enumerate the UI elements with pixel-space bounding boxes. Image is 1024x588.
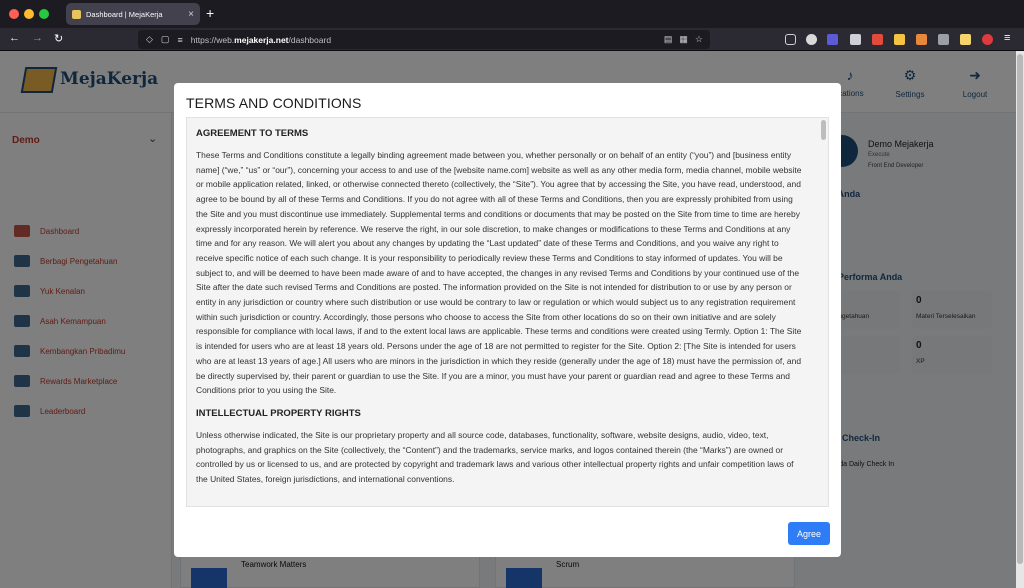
reader-view-icon[interactable]: ▤: [663, 34, 673, 44]
terms-scroll-area[interactable]: [186, 117, 829, 507]
forward-icon[interactable]: →: [32, 32, 43, 44]
minimize-window-button[interactable]: [24, 9, 34, 19]
section-text: These Terms and Conditions constitute a legally binding agreement made between you, whether personally or on behalf of an entity (“you”) and [business entity name] (“we,” “us” or “our”), concerning your access to and use of the [website name.com] website as well as any other media form, media channel, mobile website or mobile application related, linked, or otherwise connected thereto (collectively, the “Site”). You agree that by accessing the Site, you have read, understood, and agree to be bound by all of these Terms and Conditions. If you do not agree with all of these Terms and Conditions, then you are expressly prohibited from using the Site and you must discontinue use immediately. Supplemental terms and conditions or documents that may be posted on the Site from time to time are hereby expressly incorporated herein by reference. We reserve the right, in our sole discretion, to make changes or modifications to these Terms and Conditions at any time and for any reason. We will alert you about any changes by updating the “Last updated” date of these Terms and Conditions, and you waive any right to receive specific notice of each such change. It is your responsibility to periodically review these Terms and Conditions to stay informed of updates. You will be subject to, and will be deemed to have been made aware of and to have accepted, the changes in any revised Terms and Conditions by your continued use of the Site after the date such revised Terms and Conditions are posted. The information provided on the Site is not intended for distribution to or use by any person or entity in any jurisdiction or country where such distribution or use would be contrary to law or regulation or which would subject us to any registration requirement within such jurisdiction or country. Accordingly, those persons who choose to access the Site from other locations do so on their own initiative and are solely responsible for compliance with local laws, if and to the extent local laws are applicable. These terms and conditions were created using Termly. Option 1: The Site is intended for users who are at least 18 years old. Persons under the age of 18 are not permitted to register for the Site. Option 2: [The Site is intended for users who are at least 13 years of age.] All users who are minors in the jurisdiction in which they reside (generally under the age of 18) must have the permission of, and be directly supervised by, their parent or guardian to use the Site. If you are a minor, you must have your parent or guardian read and agree to these Terms and Conditions prior to you using the Site.: [196, 150, 802, 396]
permissions-icon: ≡: [177, 34, 183, 45]
extension-2-icon[interactable]: [827, 34, 838, 45]
bookmark-star-icon[interactable]: ☆: [694, 34, 703, 44]
browser-navbar: [0, 28, 1024, 51]
pocket-icon[interactable]: [785, 34, 796, 45]
url-text: https://web.mejakerja.net/dashboard: [190, 34, 332, 45]
favicon-icon: [72, 10, 81, 19]
section-text: Unless otherwise indicated, the Site is our proprietary property and all source code, databases, functionality, software, website designs, audio, video, text, photographs, and graphics on the Site (collectively, the “Content”) and the trademarks, service marks, and logos contained therein (the “Marks”) are owned or controlled by us or licensed to us, and are protected by copyright and trademark laws and various other intellectual property rights and unfair competition laws of the United States, foreign jurisdictions, and international conventions.: [196, 429, 794, 485]
extension-1-icon[interactable]: [806, 34, 817, 45]
extension-5-icon[interactable]: [894, 34, 905, 45]
browser-titlebar: [0, 0, 1024, 28]
close-window-button[interactable]: [9, 9, 19, 19]
browser-tab[interactable]: [66, 3, 200, 25]
terms-modal: [174, 83, 841, 557]
modal-title: TERMS AND CONDITIONS: [186, 95, 362, 111]
section-heading: AGREEMENT TO TERMS: [196, 128, 309, 139]
adblock-icon[interactable]: [982, 34, 993, 45]
extension-7-icon[interactable]: [938, 34, 949, 45]
extension-8-icon[interactable]: [960, 34, 971, 45]
lock-icon: ▢: [160, 34, 170, 44]
new-tab-icon[interactable]: +: [206, 5, 215, 21]
extension-3-icon[interactable]: [850, 34, 861, 45]
extension-4-icon[interactable]: [872, 34, 883, 45]
terms-scrollbar-thumb[interactable]: [821, 120, 826, 140]
close-tab-icon[interactable]: ×: [188, 8, 194, 20]
maximize-window-button[interactable]: [39, 9, 49, 19]
tab-title: Dashboard | MejaKerja: [86, 9, 163, 19]
menu-icon[interactable]: ≡: [1004, 32, 1011, 44]
section-heading: INTELLECTUAL PROPERTY RIGHTS: [196, 407, 361, 419]
shield-icon: ◇: [146, 34, 153, 44]
agree-button[interactable]: Agree: [788, 522, 830, 545]
extension-6-icon[interactable]: [916, 34, 927, 45]
terms-content: [196, 118, 806, 493]
reload-icon[interactable]: ↻: [54, 33, 64, 45]
address-bar[interactable]: [138, 30, 710, 49]
page-scrollbar-thumb[interactable]: [1017, 54, 1023, 564]
grid-icon[interactable]: ▦: [679, 34, 688, 44]
back-icon[interactable]: ←: [9, 32, 20, 44]
